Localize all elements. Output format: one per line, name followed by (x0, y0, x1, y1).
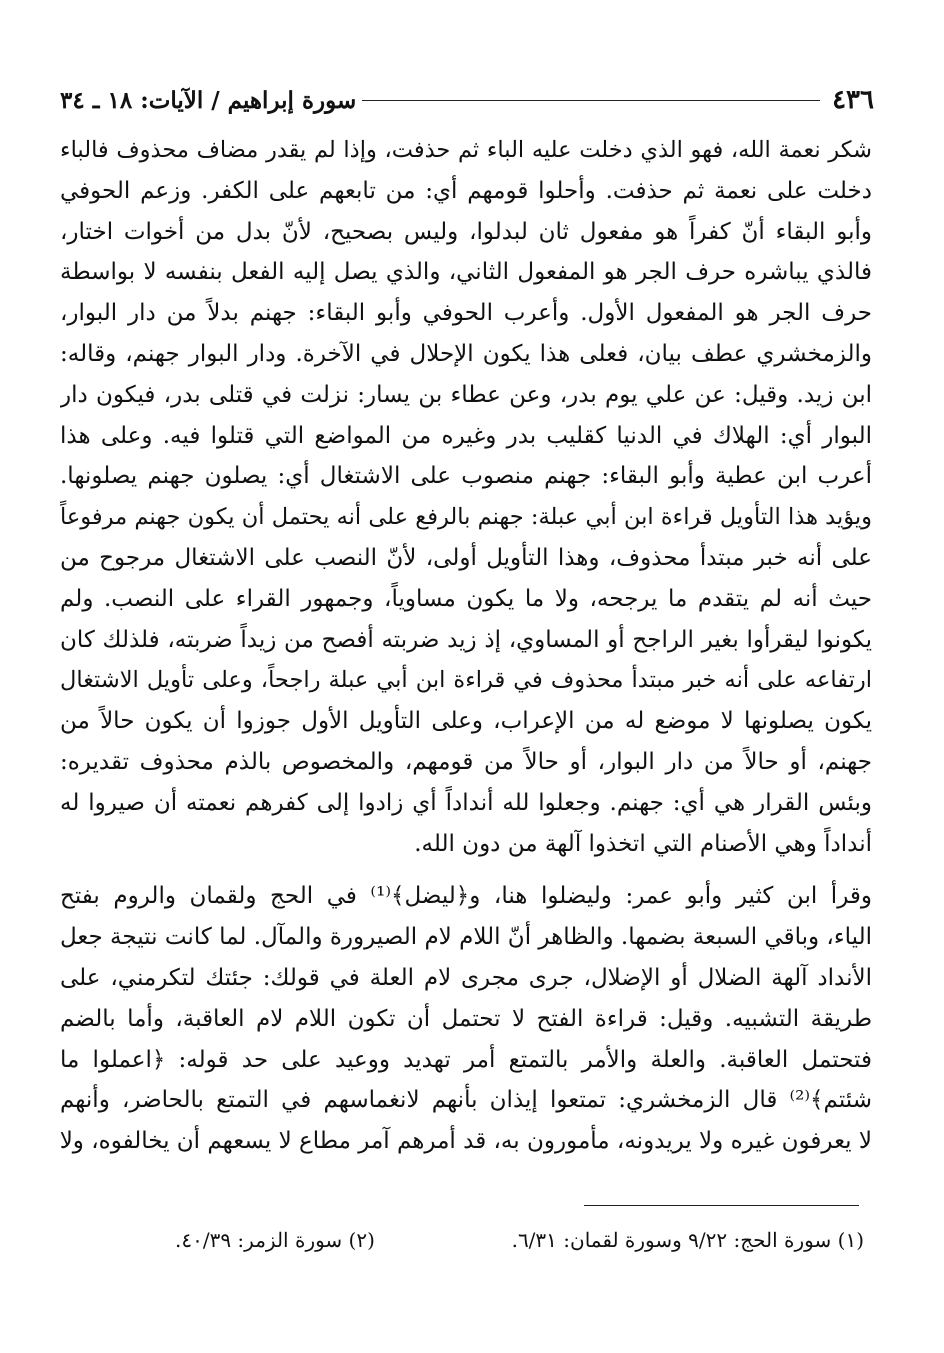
text-line: أعرب ابن عطية وأبو البقاء: جهنم منصوب على الاشتغال أي: يصلون جهنم يصلونها. (60, 463, 872, 490)
text-line: وبئس القرار هي أي: جهنم. وجعلوا لله أنداداً أي زادوا إلى كفرهم نعمته أن صيروا له (60, 789, 872, 816)
text-line: وأبو البقاء أنّ كفراً هو مفعول ثان لبدلوا، وليس بصحيح، لأنّ بدل من أخوات اختار، (60, 218, 872, 245)
text-line: شئتم﴾⁽²⁾ قال الزمخشري: تمتعوا إيذان بأنهم لانغماسهم في التمتع بالحاضر، وأنهم (60, 1087, 872, 1114)
footnotes (175, 1222, 864, 1258)
footnote-1: (١) سورة الحج: ٩/٢٢ وسورة لقمان: ٦/٣١. (511, 1228, 864, 1252)
header-rule (362, 100, 820, 101)
text-line: أنداداً وهي الأصنام التي اتخذوا آلهة من دون الله. (414, 830, 872, 857)
text-line: دخلت على نعمة ثم حذفت. وأحلوا قومهم أي: من تابعهم على الكفر. وزعم الحوفي (60, 177, 872, 204)
footnote-2: (٢) سورة الزمر: ٤٠/٣٩. (175, 1228, 375, 1252)
text-line: ابن زيد. وقيل: عن علي يوم بدر، وعن عطاء بن يسار: نزلت في قتلى بدر، فيكون دار (60, 381, 872, 408)
text-line: وقرأ ابن كثير وأبو عمر: وليضلوا هنا، و﴿ليضل﴾⁽¹⁾ في الحج ولقمان والروم بفتح (60, 883, 872, 910)
page-header (60, 80, 874, 120)
footnote-rule (584, 1205, 859, 1206)
text-line: حيث أنه لم يتقدم ما يرجحه، ولا ما يكون مساوياً، وجمهور القراء على النصب. ولم (60, 585, 872, 612)
text-line: لا يعرفون غيره ولا يريدونه، مأمورون به، قد أمرهم آمر مطاع لا يسعهم أن يخالفوه، ولا (60, 1128, 872, 1155)
page-number: ٤٣٦ (832, 85, 874, 115)
text-line: شكر نعمة الله، فهو الذي دخلت عليه الباء ثم حذفت، وإذا لم يقدر مضاف محذوف فالباء (60, 137, 872, 163)
text-line: والزمخشري عطف بيان، فعلى هذا يكون الإحلال في الآخرة. ودار البوار جهنم، وقاله: (60, 340, 872, 367)
text-line: ويؤيد هذا التأويل قراءة ابن أبي عبلة: جهنم بالرفع على أنه يحتمل أن يكون جهنم مرفوعاً (60, 504, 872, 531)
text-line: البوار أي: الهلاك في الدنيا كقليب بدر وغيره من المواضع التي قتلوا فيه. وعلى هذا (60, 422, 872, 449)
paragraph-gap (60, 864, 872, 876)
text-line: جهنم، أو حالاً من دار البوار، أو حالاً من قومهم، والمخصوص بالذم محذوف تقديره: (60, 748, 872, 775)
text-line: الياء، وباقي السبعة بضمها. والظاهر أنّ اللام لام الصيرورة والمآل. لما كانت نتيجة جعل (60, 924, 872, 951)
text-line: يكونوا ليقرأوا بغير الراجح أو المساوي، إذ زيد ضربته أفصح من زيداً ضربته، فلذلك كان (60, 626, 872, 653)
text-line: على أنه خبر مبتدأ محذوف، وهذا التأويل أولى، لأنّ النصب على الاشتغال مرجوح من (60, 544, 872, 571)
text-line: فالذي يباشره حرف الجر هو المفعول الثاني، والذي يصل إليه الفعل بنفسه لا بواسطة (60, 259, 872, 286)
main-text (60, 130, 872, 1162)
paragraph-2 (60, 876, 872, 1162)
text-line: طريقة التشبيه. وقيل: قراءة الفتح لا تحتمل أن تكون اللام لام العاقبة، وأما بالضم (60, 1005, 872, 1032)
text-line: حرف الجر هو المفعول الأول. وأعرب الحوفي وأبو البقاء: جهنم بدلاً من دار البوار، (60, 300, 872, 327)
text-line: ارتفاعه على أنه خبر مبتدأ محذوف في قراءة ابن أبي عبلة راجحاً، وعلى تأويل الاشتغال (60, 667, 872, 694)
paragraph-1 (60, 130, 872, 864)
text-line: الأنداد آلهة الضلال أو الإضلال، جرى مجرى لام العلة في قولك: جئتك لتكرمني، على (60, 964, 872, 991)
text-line: يكون يصلونها لا موضع له من الإعراب، وعلى التأويل الأول جوزوا أن يكون حالاً من (60, 708, 872, 735)
text-line: فتحتمل العاقبة. والعلة والأمر بالتمتع أمر تهديد ووعيد على حد قوله: ﴿اعملوا ما (60, 1046, 872, 1073)
running-title: سورة إبراهيم / الآيات: ١٨ ـ ٣٤ (60, 86, 357, 114)
